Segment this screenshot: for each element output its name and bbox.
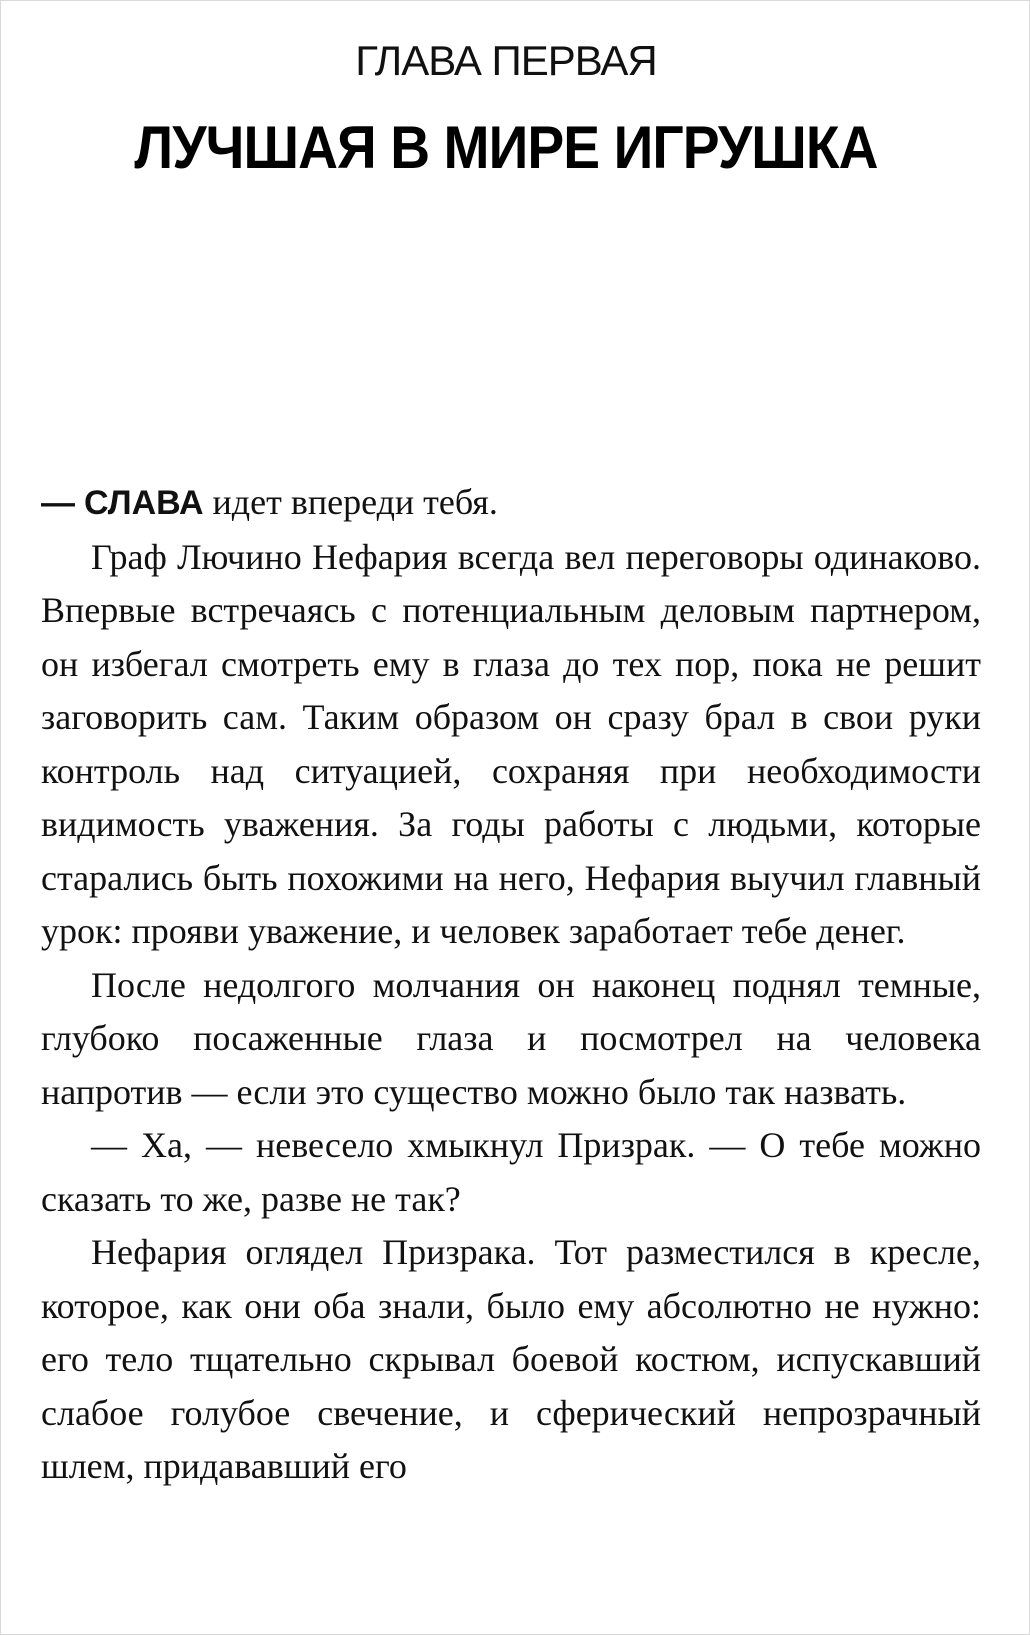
paragraph: Нефария оглядел Призрака. Тот разместился в кресле, которое, как они оба знали, было ему абсолютно не нужно: его тело тщательно скрывал боевой костюм, испускавший слабое голубое свечение, и сферический непрозрачный шлем, придававший его [41,1232,981,1486]
paragraph: После недолгого молчания он наконец поднял темные, глубоко посаженные глаза и посмотрел на человека напротив — если это существо можно было так назвать. [41,964,981,1112]
chapter-label: ГЛАВА ПЕРВАЯ [355,37,657,84]
opening-line [41,476,981,531]
paragraph: Граф Лючино Нефария всегда вел переговоры одинаково. Впервые встречаясь с потенциальным деловым партнером, он избегал смотреть ему в глаза до тех пор, пока не решит заговорить сам. Таким образом он сразу брал в свои руки контроль над ситуацией, сохраняя при необходимости видимость уважения. За годы работы с людьми, которые старались быть похожими на него, Нефария выучил главный урок: прояви уважение, и человек заработает тебе денег. [41,536,981,951]
opening-rest: идет впереди тебя. [203,482,498,522]
chapter-title: ЛУЧШАЯ В МИРЕ ИГРУШКА [134,114,878,181]
opening-bold-word: СЛАВА [84,484,204,522]
paragraph: — Ха, — невесело хмыкнул Призрак. — О тебе можно сказать то же, разве не так? [41,1125,981,1219]
opening-dash: — [41,484,75,522]
body-text [41,476,981,1494]
